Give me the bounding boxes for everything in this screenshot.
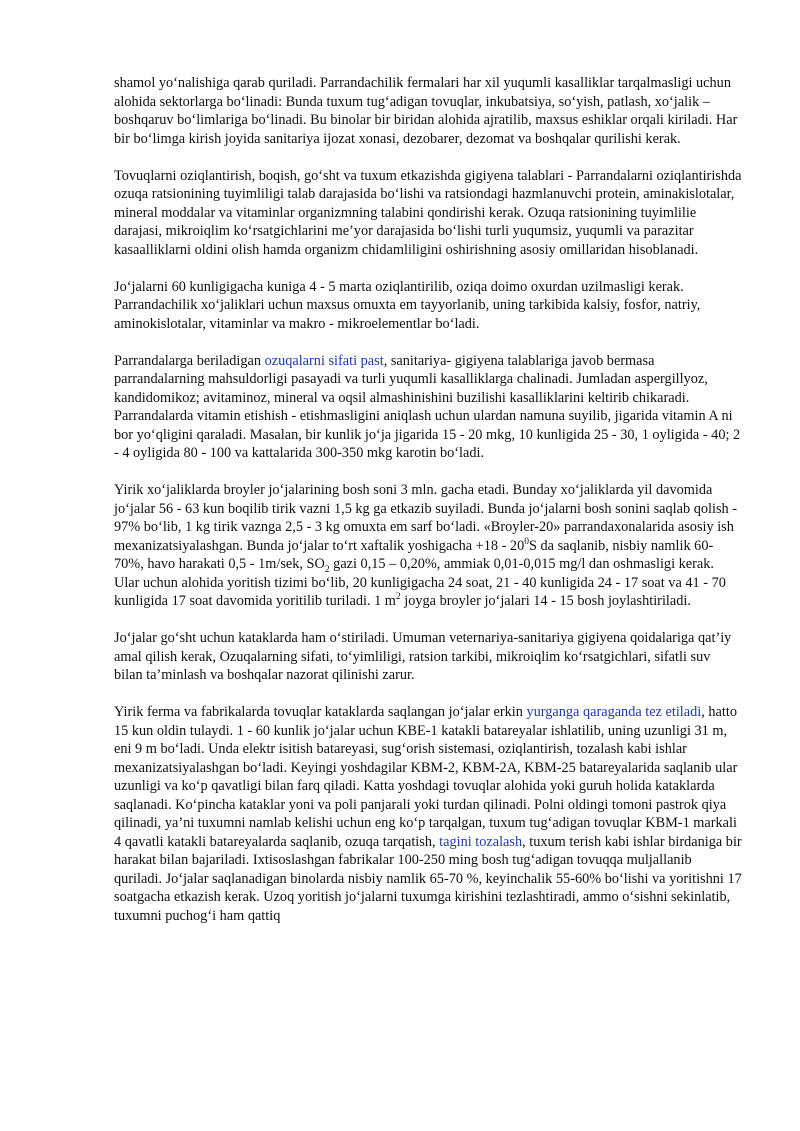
paragraph — [114, 167, 742, 260]
hyperlink[interactable]: tagini tozalash — [439, 833, 523, 850]
paragraph — [114, 629, 742, 685]
text-run: , tuxum terish kabi ishlar birdaniga bir harakat bilan bajariladi. Ixtisoslashgan fabrikalar 100-250 ming bosh tug‘adigan tovuqqa muljallanib quriladi. Jo‘jalar saqlanadigan binolarda nisbiy namlik 65-70 %, keyinchalik 55-60% bo‘lishi va yoritishni 17 soatgacha etkazish kerak. Uzoq yoritish jo‘jalarni tuxumga kirishini tezlashtiradi, ammo o‘sishni sekinlatib, tuxumni puchog‘i ham qattiq — [114, 833, 742, 924]
text-run: gazi 0,15 – 0,20%, ammiak 0,01-0,015 mg/l dan oshmasligi kerak. Ular uchun alohida yoritish tizimi bo‘lib, 20 kunligigacha 24 soat, 21 - 40 kunligida 24 - 17 soat va 41 - 70 kunligida 17 soat davomida yoritilib turiladi. 1 m — [114, 556, 726, 609]
text-run: Jo‘jalar go‘sht uchun kataklarda ham o‘stiriladi. Umuman veternariya-sanitariya gigiyena qoidalariga qat’iy amal qilish kerak, Ozuqalarning sifati, to‘yimliligi, ratsion tarkibi, mikroiqlim ko‘rsatgichlari, sifatli suv bilan ta’minlash va boshqalar nazorat qilinishi zarur. — [114, 630, 732, 683]
text-run: Yirik ferma va fabrikalarda tovuqlar kataklarda saqlangan jo‘jalar erkin — [114, 704, 527, 720]
paragraph — [114, 481, 742, 611]
superscript: 2 — [395, 592, 401, 603]
text-run: joyga broyler jo‘jalari 14 - 15 bosh joylashtiriladi. — [400, 593, 691, 609]
text-run: S da saqlanib, nisbiy namlik 60-70%, havo harakati 0,5 - 1m/sek, SO — [114, 537, 714, 572]
text-run: , hatto 15 kun oldin tulaydi. 1 - 60 kunlik jo‘jalar uchun KBE-1 katakli batareyalar ishlatilib, uning uzunligi 31 m, eni 9 m bo‘ladi. Unda elektr isitish batareyasi, sug‘orish sistemasi, oziqlantirish, tozalash kabi ishlar mexanizatsiyalashgan bo‘ladi. Keyingi yoshdagilar KBM-2, KBM-2A, KBM-25 batareyalarida saqlanib ular uzunligi va ko‘p qavatligi bilan farq qiladi. Katta yoshdagi tovuqlar alohida yoki guruh holida kataklarda saqlanadi. Ko‘pincha kataklar yoni va poli panjarali yoki turdan qilinadi. Polni oldingi tomoni pastrok qiya qilinadi, ya’ni tuxumni namlab kelishi uchun eng ko‘p tarqalgan, tuxum tug‘adigan tovuqlar KBM-1 markali 4 qavatli katakli batareyalarda saqlanib, ozuqa tarqatish, — [114, 704, 738, 850]
text-run: , sanitariya- gigiyena talablariga javob bermasa parrandalarning mahsuldorligi pasayadi va turli yuqumli kasalliklarga chalinadi. Jumladan aspergillyoz, kandidomikoz; avitaminoz, mineral va oqsil almashinishini buzilishi kasalliklarini keltirib chikaradi. Parrandalarda vitamin etishish - etishmasligini aniqlash uchun ulardan namuna suyilib, jigarida vitamin A ni bor yo‘qligini qaraladi. Masalan, bir kunlik jo‘ja jigarida 15 - 20 mkg, 10 kunligida 25 - 30, 1 oyligida - 40; 2 - 4 oyligida 80 - 100 va kattalarida 300-350 mkg karotin bo‘ladi. — [114, 352, 741, 461]
text-run: Parrandalarga beriladigan — [114, 352, 265, 369]
paragraph — [114, 278, 742, 334]
text-run: shamol yo‘nalishiga qarab quriladi. Parrandachilik fermalari har xil yuqumli kasalliklar tarqalmasligi uchun alohida sektorlarga bo‘linadi: Bunda tuxum tug‘adigan tovuqlar, inkubatsiya, so‘yish, patlash, xo‘jalik – boshqaruv bo‘limlariga bo‘linadi. Bu binolar bir biridan alohida ajratilib, maxsus eshiklar orqali kiriladi. Har bir bo‘limga kirish joyida sanitariya ijozat xonasi, dezobarer, dezomat va boshqalar qurilishi kerak. — [114, 75, 738, 147]
text-run: Yirik xo‘jaliklarda broyler jo‘jalarining bosh soni 3 mln. gacha etadi. Bunday xo‘jaliklarda yil davomida jo‘jalar 56 - 63 kun boqilib tirik vazni 1,5 kg ga etkazib suyiladi. Bunda jo‘jalarni bosh sonini saqlab qolish - 97% bo‘lib, 1 kg tirik vaznga 2,5 - 3 kg omuxta em sarf bo‘ladi. «Broyler-20» parrandaxonalarida asosiy ish mexanizatsiyalashgan. Bunda jo‘jalar to‘rt xaftalik yoshigacha +18 - 20 — [114, 482, 737, 554]
subscript: 2 — [324, 564, 330, 575]
superscript: 0 — [524, 536, 529, 547]
text-run: Tovuqlarni oziqlantirish, boqish, go‘sht va tuxum etkazishda gigiyena talablari - Parrandalarni oziqlantirishda ozuqa ratsionining tuyimliligi talab darajasida bo‘lishi va ratsiondagi hazmlanuvchi protein, aminakislotalar, mineral moddalar va vitaminlar organizmning talabini qondirishi kerak. Ozuqa ratsionining tuyimlilie darajasi, mikroiqlim ko‘rsatgichlarini me’yor darajasida bo‘lishi turli yuqumsiz, yuqumli va parazitar kasaalliklarni oldini olish hamda organizm chidamliligini oshirishning asosiy omillaridan hisoblanadi. — [114, 167, 742, 258]
paragraph — [114, 352, 742, 463]
paragraph — [114, 74, 742, 148]
hyperlink[interactable]: yurganga qaraganda tez etiladi — [526, 704, 702, 720]
document-page — [114, 74, 742, 944]
paragraph — [114, 703, 742, 925]
hyperlink[interactable]: ozuqalarni sifati past — [264, 352, 384, 369]
text-run: Jo‘jalarni 60 kunligigacha kuniga 4 - 5 marta oziqlantirilib, oziqa doimo oxurdan uzilmasligi kerak. Parrandachilik xo‘jaliklari uchun maxsus omuxta em tayyorlanib, uning tarkibida kalsiy, fosfor, natriy, aminokislotalar, vitaminlar va makro - mikroelementlar bo‘ladi. — [114, 278, 701, 332]
